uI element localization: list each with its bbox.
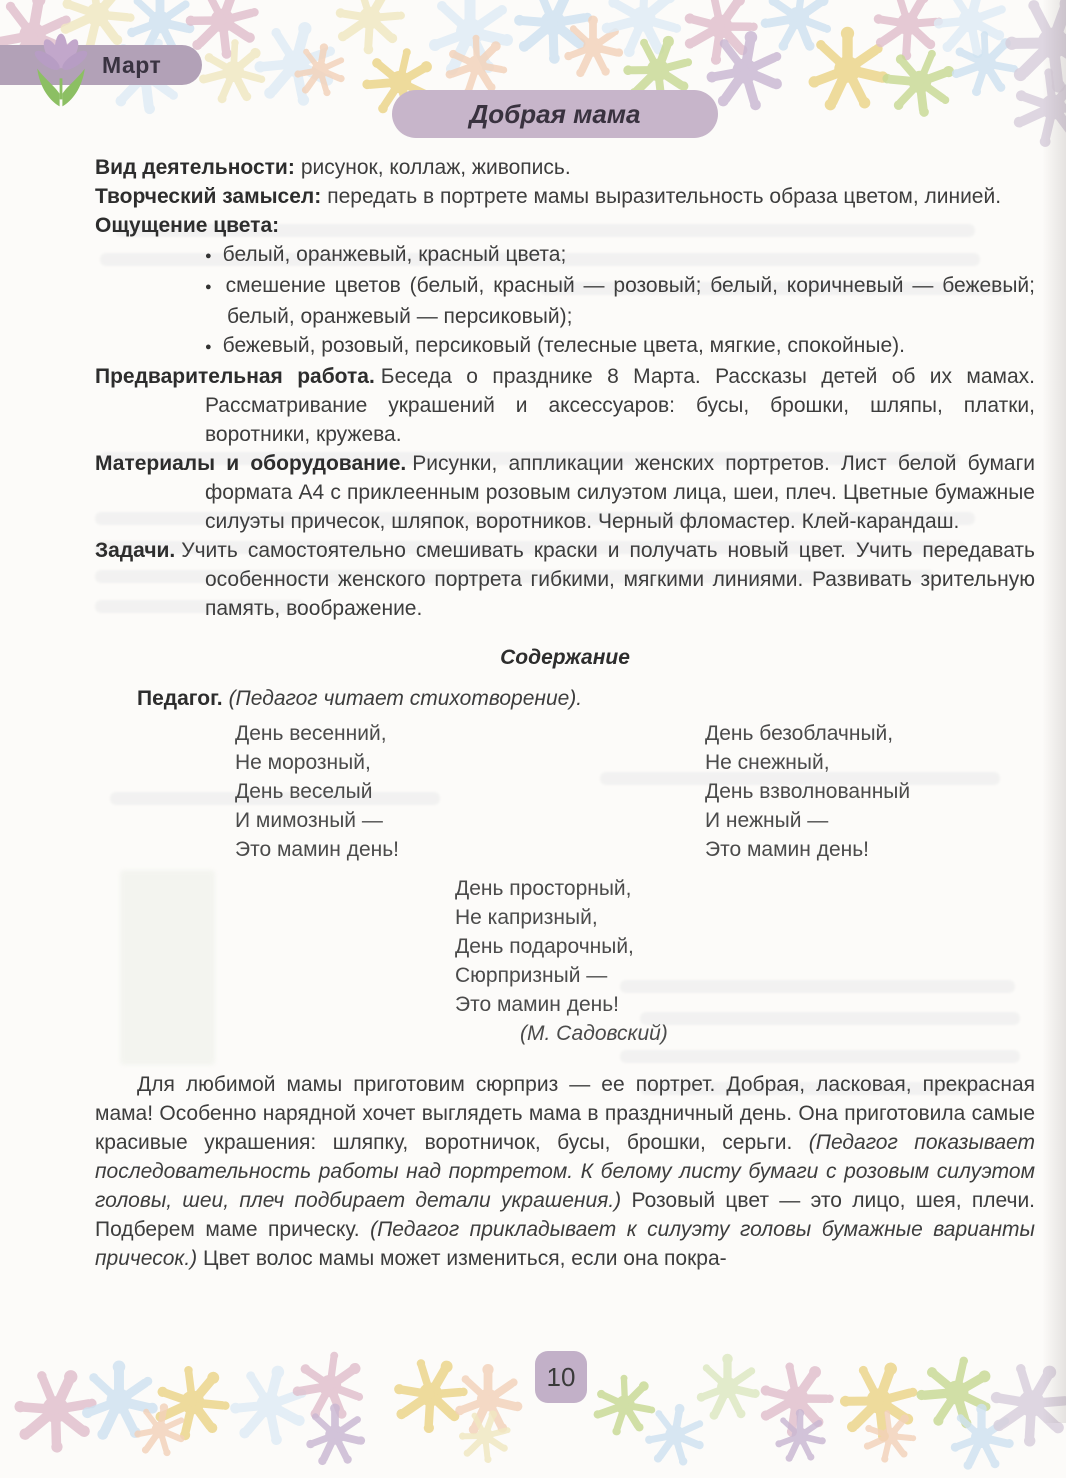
poem-line: Сюрпризный — (455, 964, 608, 987)
preliminary-work-text: Беседа о празднике 8 Марта. Рассказы детей об их мамах. Рассматривание украшений и аксессуаров: бусы, брошки, шляпы, платки, воротники, кружева. (205, 365, 1035, 446)
tasks-paragraph (95, 536, 1035, 623)
poem-line: День взволнованный (705, 780, 911, 803)
teacher-label: Педагог. (137, 687, 223, 710)
page-title: Добрая мама (469, 98, 641, 129)
activity-type-label: Вид деятельности: (95, 156, 295, 179)
splat-decoration (300, 1400, 370, 1470)
poem-line: День безоблачный, (705, 722, 894, 745)
text-run: Цвет волос мамы может измениться, если она покра- (197, 1247, 727, 1270)
poem-line: День весенний, (235, 722, 387, 745)
crocus-flower-icon (26, 24, 96, 116)
poem-stanza-3-lines (455, 874, 1035, 1019)
splat-decoration (770, 1406, 830, 1466)
preliminary-work-label: Предварительная работа. (95, 365, 375, 388)
month-tab-label: Март (102, 51, 162, 78)
preliminary-work-paragraph (95, 362, 1035, 449)
poem-line: День подарочный, (455, 935, 634, 958)
poem-line: Это мамин день! (235, 838, 400, 861)
materials-paragraph (95, 449, 1035, 536)
tasks-text: Учить самостоятельно смешивать краски и получать новый цвет. Учить передавать особенности женского портрета гибкими, мягкими линиями. Развивать зрительную память, воображение. (181, 539, 1035, 620)
color-sense-heading (95, 211, 1035, 240)
creative-concept-paragraph (95, 182, 1035, 211)
poem-line: И нежный — (705, 809, 829, 832)
text-run: (Педагог прикладывает к силуэту головы бумажные варианты причесок.) (95, 1218, 1035, 1270)
teacher-note: (Педагог читает стихотворение). (228, 687, 583, 710)
splat-decoration (125, 1395, 195, 1465)
text-run: (Педагог показывает последовательность работы над портретом. К белому листу бумаги с розовым силуэтом головы, шеи, плеч подбирает детали украшения.) (95, 1131, 1035, 1212)
text-run: Розовый цвет — это лицо, шея, плечи. Подберем маме прическу. (95, 1189, 1036, 1241)
poem-stanza-1 (235, 719, 399, 864)
materials-label: Материалы и оборудование. (95, 452, 407, 475)
color-sense-bullet: ● смешение цветов (белый, красный — розовый; белый, коричневый — бежевый; белый, оранжевый — персиковый); (95, 271, 1035, 331)
page-number: 10 (546, 1361, 576, 1392)
final-paragraph (95, 1070, 1035, 1273)
poem-line: День просторный, (455, 877, 632, 900)
main-content (95, 153, 1035, 1273)
poem-stanza-2 (705, 719, 910, 864)
activity-type-text: рисунок, коллаж, живопись. (300, 156, 571, 179)
poem-two-columns (95, 719, 1035, 864)
text-run: Для любимой мамы приготовим сюрприз — ее портрет. Добрая, ласковая, прекрасная мама! Особенно нарядной хочет выглядеть мама в праздничный день. Она приготовила самые красивые украшения: шляпку, воротничок, бусы, брошки, серьги. (95, 1073, 1035, 1154)
poem-line: Это мамин день! (455, 993, 620, 1016)
activity-type-paragraph (95, 153, 1035, 182)
poem-line: Не морозный, (235, 751, 371, 774)
creative-concept-text: передать в портрете мамы выразительность образа цветом, линией. (327, 185, 1002, 208)
color-sense-label: Ощущение цвета: (95, 214, 280, 237)
poem-stanza-3 (455, 874, 1035, 1048)
creative-concept-label: Творческий замысел: (95, 185, 322, 208)
color-sense-bullet: ● бежевый, розовый, персиковый (телесные цвета, мягкие, спокойные). (95, 331, 1035, 362)
poem-author: (М. Садовский) (520, 1022, 668, 1045)
page-edge-shadow (1042, 0, 1066, 1423)
materials-text: Рисунки, аппликации женских портретов. Лист белой бумаги формата А4 с приклеенным розовым силуэтом лица, шеи, плеч. Цветные бумажные силуэты причесок, шляпок, воротников. Черный фломастер. Клей-карандаш. (205, 452, 1035, 533)
color-sense-bullet-list (95, 240, 1035, 362)
tasks-label: Задачи. (95, 539, 176, 562)
poem-line: День веселый (235, 780, 373, 803)
teacher-line (95, 684, 1035, 713)
page-title-badge (392, 90, 718, 138)
page-number-badge (535, 1351, 587, 1403)
poem-line: Это мамин день! (705, 838, 870, 861)
poem-line: Не снежный, (705, 751, 830, 774)
poem-line: Не капризный, (455, 906, 598, 929)
poem-line: И мимозный — (235, 809, 383, 832)
content-section-heading: Содержание (500, 646, 630, 669)
color-sense-bullet: ● белый, оранжевый, красный цвета; (95, 240, 1035, 271)
